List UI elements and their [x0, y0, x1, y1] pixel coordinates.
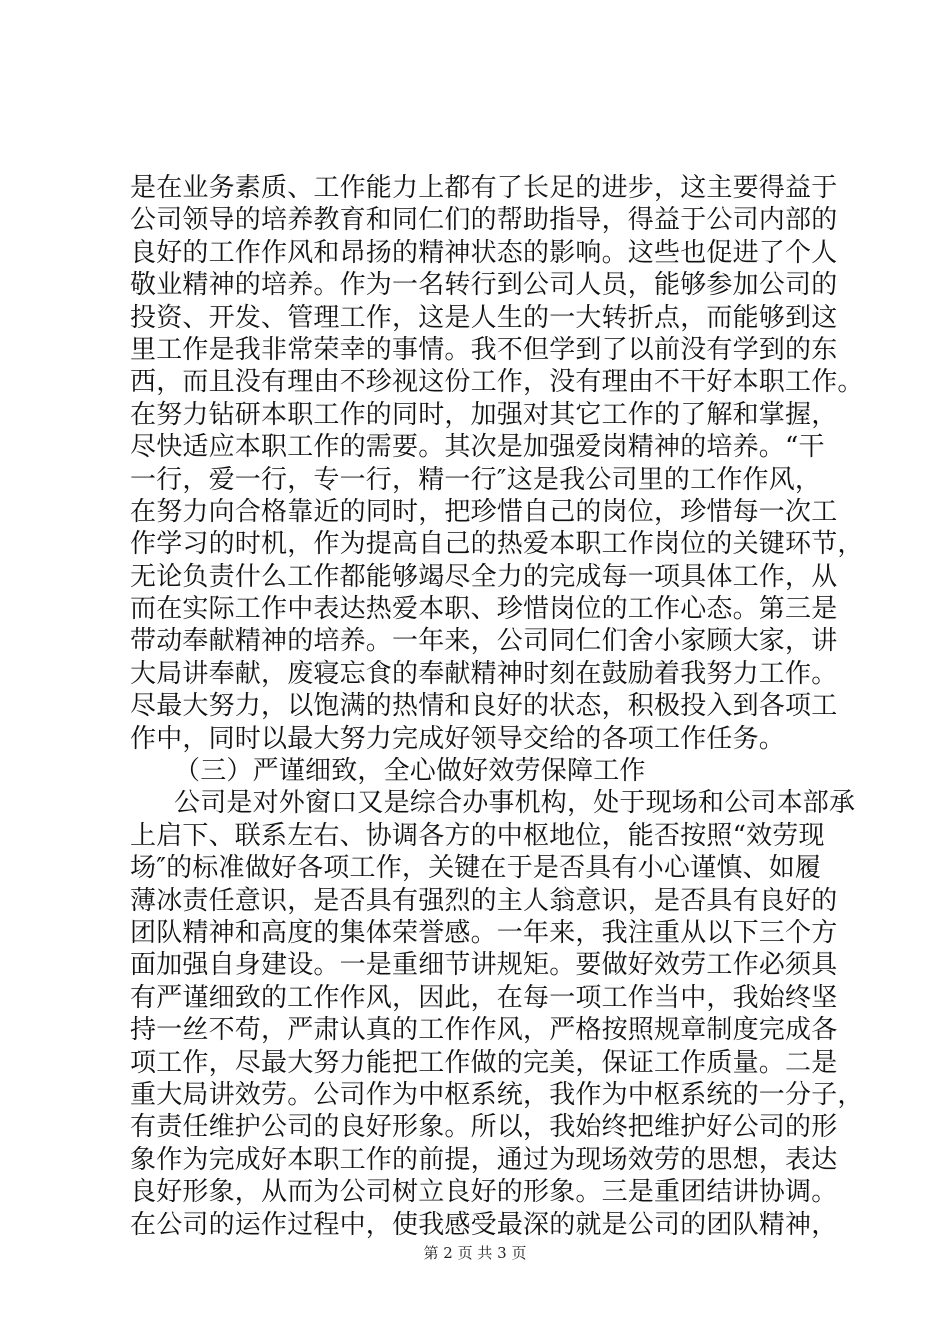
body-line: 作学习的时机，作为提高自己的热爱本职工作岗位的关键环节，: [130, 529, 864, 560]
body-line: 有严谨细致的工作作风，因此，在每一项工作当中，我始终坚: [130, 982, 838, 1013]
body-line: 大局讲奉献，废寝忘食的奉献精神时刻在鼓励着我努力工作。: [130, 658, 838, 689]
body-line: 重大局讲效劳。公司作为中枢系统，我作为中枢系统的一分子，: [130, 1079, 864, 1110]
section-heading: （三）严谨细致，全心做好效劳保障工作: [174, 756, 646, 787]
body-line: 里工作是我非常荣幸的事情。我不但学到了以前没有学到的东: [130, 334, 838, 365]
body-line: 持一丝不苟，严肃认真的工作作风，严格按照规章制度完成各: [130, 1015, 838, 1046]
body-line: 公司是对外窗口又是综合办事机构，处于现场和公司本部承: [174, 788, 856, 819]
body-line: 而在实际工作中表达热爱本职、珍惜岗位的工作心态。第三是: [130, 594, 838, 625]
body-line: 团队精神和高度的集体荣誉感。一年来，我注重从以下三个方: [130, 917, 838, 948]
body-line: 带动奉献精神的培养。一年来，公司同仁们舍小家顾大家，讲: [130, 626, 838, 657]
body-line: 敬业精神的培养。作为一名转行到公司人员，能够参加公司的: [130, 270, 838, 301]
body-line: 一行，爱一行，专一行，精一行″这是我公司里的工作作风，: [130, 464, 822, 495]
body-line: 在公司的运作过程中，使我感受最深的就是公司的团队精神，: [130, 1209, 838, 1240]
body-line: 尽最大努力，以饱满的热情和良好的状态，积极投入到各项工: [130, 691, 838, 722]
body-line: 尽快适应本职工作的需要。其次是加强爱岗精神的培养。“干: [130, 432, 825, 463]
body-line: 在努力向合格靠近的同时，把珍惜自己的岗位，珍惜每一次工: [130, 496, 838, 527]
body-line: 公司领导的培养教育和同仁们的帮助指导，得益于公司内部的: [130, 205, 838, 236]
body-line: 象作为完成好本职工作的前提，通过为现场效劳的思想，表达: [130, 1144, 838, 1175]
body-line: 有责任维护公司的良好形象。所以，我始终把维护好公司的形: [130, 1112, 838, 1143]
body-line: 上启下、联系左右、协调各方的中枢地位，能否按照“效劳现: [130, 820, 825, 851]
body-line: 面加强自身建设。一是重细节讲规矩。要做好效劳工作必须具: [130, 950, 838, 981]
body-line: 良好的工作作风和昂扬的精神状态的影响。这些也促进了个人: [130, 237, 838, 268]
body-line: 无论负责什么工作都能够竭尽全力的完成每一项具体工作，从: [130, 561, 838, 592]
body-line: 作中，同时以最大努力完成好领导交给的各项工作任务。: [130, 723, 786, 754]
body-line: 场″的标准做好各项工作，关键在于是否具有小心谨慎、如履: [130, 853, 822, 884]
body-line: 投资、开发、管理工作，这是人生的一大转折点，而能够到这: [130, 302, 838, 333]
body-line: 项工作，尽最大努力能把工作做的完美，保证工作质量。二是: [130, 1047, 838, 1078]
body-line: 在努力钻研本职工作的同时，加强对其它工作的了解和掌握，: [130, 399, 838, 430]
document-body: [130, 172, 864, 1241]
page-footer: 第 2 页 共 3 页: [423, 1244, 527, 1262]
body-line: 是在业务素质、工作能力上都有了长足的进步，这主要得益于: [130, 173, 838, 203]
body-line: 良好形象，从而为公司树立良好的形象。三是重团结讲协调。: [130, 1177, 838, 1208]
body-line: 西，而且没有理由不珍视这份工作，没有理由不干好本职工作。: [130, 367, 864, 398]
body-line: 薄冰责任意识，是否具有强烈的主人翁意识，是否具有良好的: [130, 885, 838, 916]
